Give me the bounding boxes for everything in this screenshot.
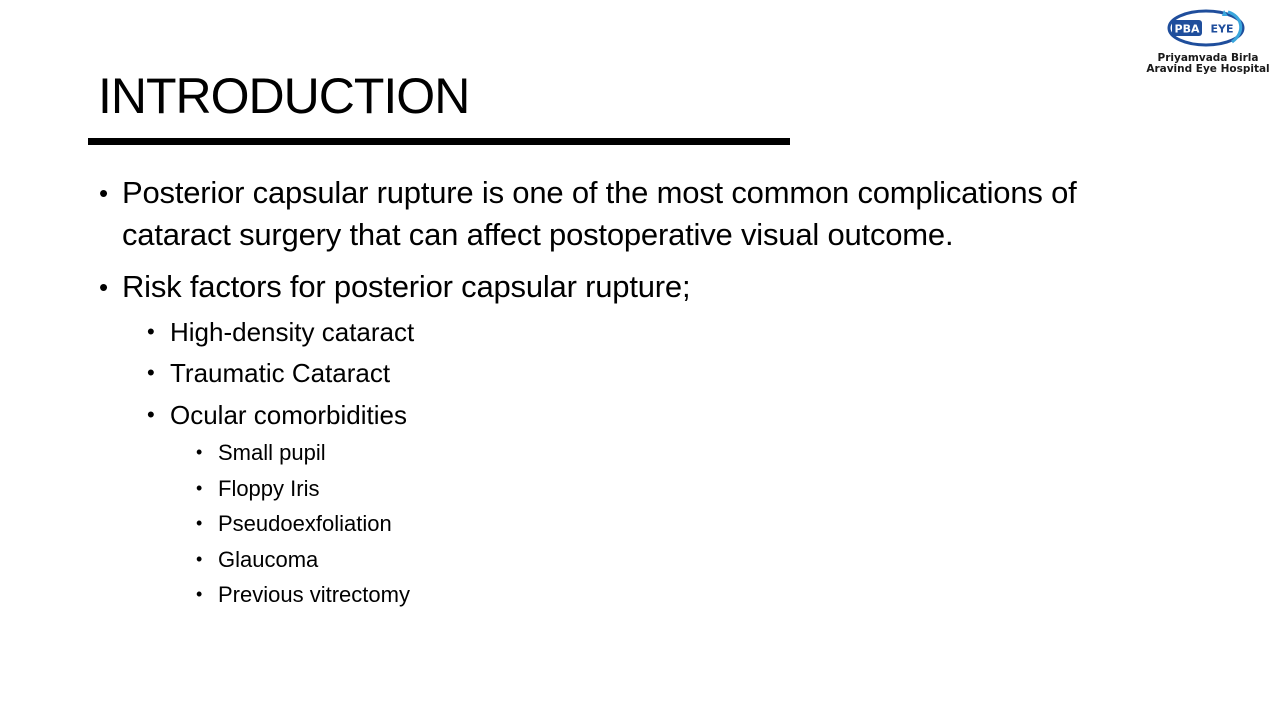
sub-bullet-item bbox=[147, 312, 415, 352]
sub-bullet-text: Traumatic Cataract bbox=[170, 358, 391, 388]
sub-sub-bullet-text: Pseudoexfoliation bbox=[218, 511, 392, 536]
sub-sub-bullet-text: Small pupil bbox=[218, 440, 326, 465]
sub-bullet-item bbox=[147, 353, 391, 393]
bullet-text: Risk factors for posterior capsular rupture; bbox=[122, 269, 691, 304]
sub-sub-bullet-item bbox=[196, 506, 392, 541]
bullet-risk-factors bbox=[99, 266, 691, 308]
bullet-dot: • bbox=[196, 549, 203, 569]
slide-title: INTRODUCTION bbox=[98, 68, 470, 124]
sub-bullet-text: Ocular comorbidities bbox=[170, 400, 407, 430]
svg-text:EYE: EYE bbox=[1210, 22, 1234, 36]
logo-line-2: Aravind Eye Hospital bbox=[1146, 63, 1270, 75]
bullet-dot: • bbox=[196, 442, 203, 462]
logo-line-1: Priyamvada Birla bbox=[1157, 52, 1259, 64]
bullet-dot: • bbox=[147, 319, 155, 344]
bullet-dot: • bbox=[196, 513, 203, 533]
bullet-dot: • bbox=[147, 402, 155, 427]
svg-text:PBA: PBA bbox=[1174, 22, 1200, 36]
bullet-dot: • bbox=[99, 178, 108, 208]
sub-sub-bullet-item bbox=[196, 435, 326, 470]
bullet-pcr-definition-continued bbox=[122, 214, 953, 256]
bullet-dot: • bbox=[196, 478, 203, 498]
sub-sub-bullet-item bbox=[196, 577, 410, 612]
sub-bullet-item bbox=[147, 395, 407, 435]
bullet-text-line-2: cataract surgery that can affect postoperative visual outcome. bbox=[122, 217, 954, 252]
sub-sub-bullet-text: Previous vitrectomy bbox=[218, 582, 410, 607]
bullet-pcr-definition bbox=[99, 172, 1077, 214]
bullet-dot: • bbox=[147, 360, 155, 385]
sub-sub-bullet-item bbox=[196, 542, 319, 577]
bullet-text-line-1: Posterior capsular rupture is one of the most common complications of bbox=[122, 175, 1077, 210]
sub-sub-bullet-text: Glaucoma bbox=[218, 547, 319, 572]
bullet-dot: • bbox=[196, 584, 203, 604]
sub-sub-bullet-text: Floppy Iris bbox=[218, 476, 320, 501]
sub-bullet-text: High-density cataract bbox=[170, 317, 415, 347]
bullet-dot: • bbox=[99, 272, 108, 302]
sub-sub-bullet-item bbox=[196, 471, 320, 506]
